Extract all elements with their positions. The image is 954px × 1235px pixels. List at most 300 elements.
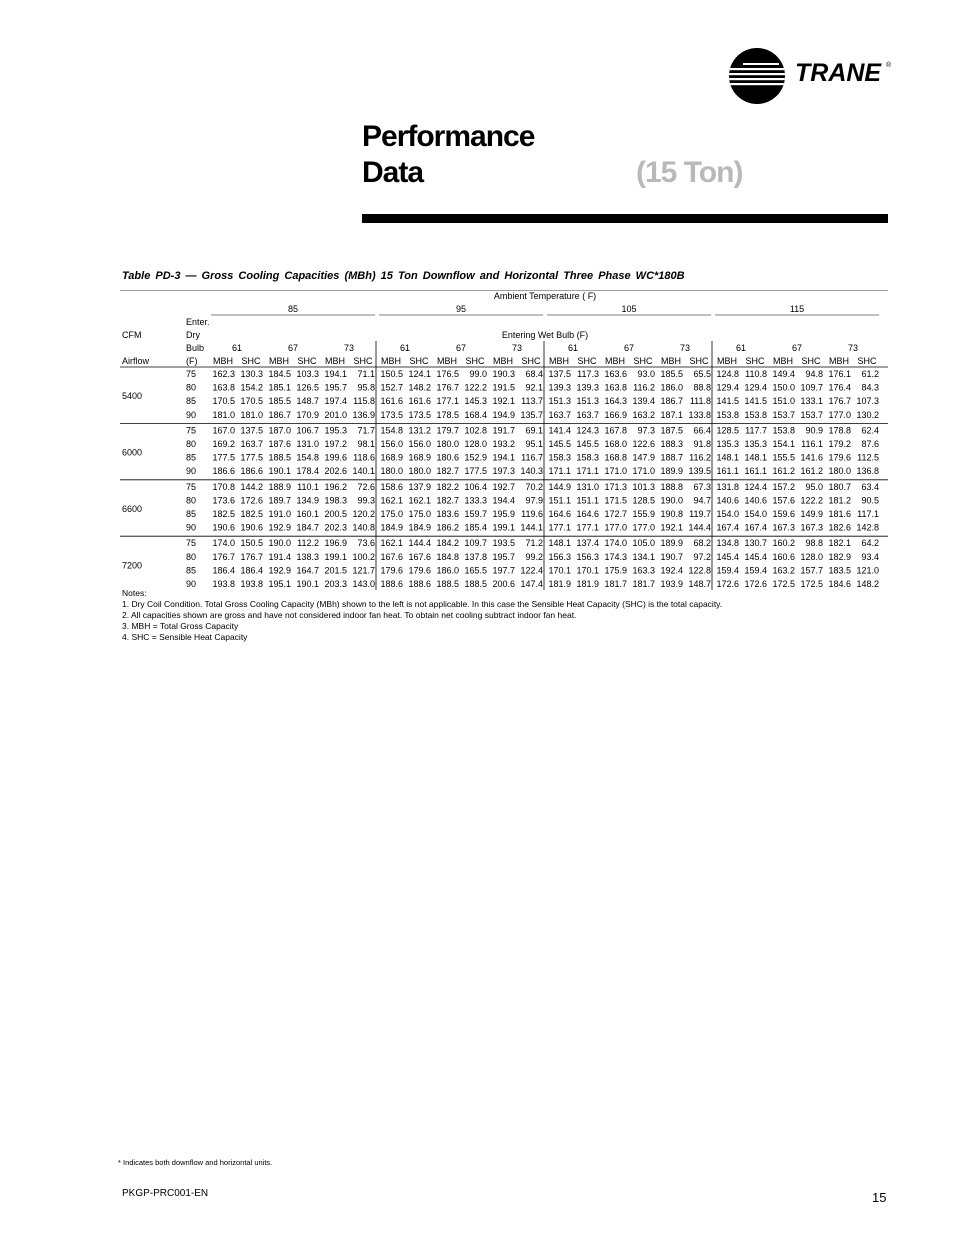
note-item: 4. SHC = Sensible Heat Capacity bbox=[122, 632, 248, 642]
wet-bulb-header: 67 bbox=[455, 343, 467, 353]
table-cell: 191.4 bbox=[268, 551, 291, 562]
table-cell: 189.7 bbox=[268, 495, 291, 506]
ambient-temp-header: 85 bbox=[287, 304, 299, 314]
table-cell: 177.5 bbox=[464, 466, 487, 477]
table-cell: 163.6 bbox=[604, 369, 627, 379]
table-cell: 177.5 bbox=[212, 452, 235, 463]
table-cell: 171.1 bbox=[548, 466, 571, 477]
table-cell: 172.6 bbox=[240, 495, 263, 506]
table-cell: 198.3 bbox=[324, 495, 347, 506]
table-cell: 163.8 bbox=[604, 382, 627, 393]
table-cell: 137.8 bbox=[464, 551, 487, 562]
table-cell: 153.7 bbox=[800, 409, 823, 420]
table-cell: 106.7 bbox=[296, 425, 319, 436]
wet-bulb-header: 67 bbox=[287, 343, 299, 353]
page-title-line2: Data bbox=[362, 156, 424, 189]
table-cell: 72.6 bbox=[357, 481, 375, 492]
table-cell: 168.4 bbox=[464, 409, 487, 420]
table-cell: 135.3 bbox=[716, 439, 739, 449]
dry-bulb-cell: 75 bbox=[186, 481, 197, 492]
dry-bulb-cell: 75 bbox=[186, 369, 197, 379]
table-cell: 184.8 bbox=[436, 551, 459, 562]
wet-bulb-header: 73 bbox=[847, 343, 859, 353]
table-cell: 171.5 bbox=[604, 495, 627, 506]
table-cell: 184.5 bbox=[268, 369, 291, 379]
table-cell: 149.4 bbox=[772, 369, 795, 379]
table-cell: 195.7 bbox=[492, 551, 515, 562]
table-cell: 194.1 bbox=[492, 452, 515, 463]
table-cell: 111.8 bbox=[689, 396, 711, 407]
table-cell: 152.7 bbox=[380, 382, 403, 393]
notes-heading: Notes: bbox=[122, 588, 147, 598]
unit-header-shc: SHC bbox=[409, 356, 429, 366]
unit-header-shc: SHC bbox=[689, 356, 709, 366]
table-cell: 128.0 bbox=[800, 551, 823, 562]
table-cell: 189.9 bbox=[660, 466, 683, 477]
table-cell: 182.1 bbox=[828, 538, 851, 549]
table-cell: 192.9 bbox=[268, 565, 291, 576]
table-cell: 175.0 bbox=[408, 509, 431, 519]
table-cell: 148.1 bbox=[716, 452, 739, 463]
table-cell: 190.6 bbox=[212, 522, 235, 533]
table-cell: 134.1 bbox=[632, 551, 655, 562]
wet-bulb-header: 61 bbox=[231, 343, 243, 353]
table-cell: 191.7 bbox=[492, 425, 515, 436]
table-cell: 186.0 bbox=[436, 565, 459, 576]
table-cell: 188.5 bbox=[436, 579, 459, 589]
table-cell: 140.6 bbox=[716, 495, 739, 506]
table-cell: 194.9 bbox=[492, 409, 515, 420]
table-cell: 186.0 bbox=[660, 382, 683, 393]
table-cell: 71.2 bbox=[525, 538, 543, 549]
table-cell: 195.1 bbox=[268, 579, 291, 589]
table-cell: 189.9 bbox=[660, 538, 683, 549]
table-cell: 141.5 bbox=[744, 396, 767, 407]
table-cell: 149.9 bbox=[800, 509, 823, 519]
table-cell: 93.4 bbox=[861, 551, 879, 562]
table-cell: 70.2 bbox=[525, 481, 543, 492]
table-cell: 180.0 bbox=[408, 466, 431, 477]
table-cell: 148.7 bbox=[688, 579, 711, 589]
wet-bulb-header: 67 bbox=[623, 343, 635, 353]
table-cell: 88.8 bbox=[693, 382, 711, 393]
dry-bulb-cell: 80 bbox=[186, 382, 197, 393]
table-cell: 195.7 bbox=[324, 382, 347, 393]
table-cell: 112.5 bbox=[857, 452, 879, 463]
table-cell: 193.8 bbox=[212, 579, 235, 589]
table-cell: 173.6 bbox=[212, 495, 235, 506]
table-cell: 99.0 bbox=[469, 369, 487, 379]
table-cell: 97.3 bbox=[637, 425, 655, 436]
table-cell: 153.8 bbox=[772, 425, 795, 436]
table-cell: 163.2 bbox=[772, 565, 795, 576]
table-cell: 190.3 bbox=[492, 369, 515, 379]
unit-header-mbh: MBH bbox=[269, 356, 289, 366]
table-cell: 176.7 bbox=[212, 551, 235, 562]
table-cell: 150.5 bbox=[380, 369, 403, 379]
table-cell: 184.7 bbox=[296, 522, 319, 533]
table-cell: 167.0 bbox=[212, 425, 235, 436]
cfm-value: 5400 bbox=[122, 391, 143, 402]
table-cell: 188.8 bbox=[660, 481, 683, 492]
table-cell: 183.6 bbox=[436, 509, 459, 519]
table-cell: 172.7 bbox=[604, 509, 627, 519]
table-cell: 177.0 bbox=[632, 522, 655, 533]
table-cell: 195.3 bbox=[324, 425, 347, 436]
table-cell: 170.5 bbox=[240, 396, 263, 407]
table-cell: 182.2 bbox=[436, 481, 459, 492]
table-cell: 188.6 bbox=[408, 579, 431, 589]
table-cell: 190.1 bbox=[296, 579, 319, 589]
table-cell: 181.9 bbox=[548, 579, 571, 589]
table-cell: 197.2 bbox=[324, 439, 347, 449]
table-cell: 139.3 bbox=[548, 382, 571, 393]
table-cell: 62.4 bbox=[861, 425, 879, 436]
table-cell: 134.8 bbox=[716, 538, 739, 549]
table-cell: 102.8 bbox=[464, 425, 487, 436]
table-cell: 157.2 bbox=[772, 481, 795, 492]
table-cell: 179.2 bbox=[828, 439, 851, 449]
table-cell: 175.0 bbox=[380, 509, 403, 519]
trane-logo bbox=[729, 48, 899, 104]
table-cell: 160.6 bbox=[772, 551, 795, 562]
table-cell: 193.9 bbox=[660, 579, 683, 589]
table-cell: 140.1 bbox=[352, 466, 375, 477]
unit-header-shc: SHC bbox=[353, 356, 373, 366]
table-cell: 150.0 bbox=[772, 382, 795, 393]
table-cell: 182.7 bbox=[436, 495, 459, 506]
table-cell: 131.8 bbox=[716, 481, 739, 492]
table-cell: 145.4 bbox=[716, 551, 739, 562]
table-cell: 187.5 bbox=[660, 425, 683, 436]
table-cell: 185.4 bbox=[464, 522, 487, 533]
table-cell: 115.8 bbox=[353, 396, 375, 407]
table-cell: 143.0 bbox=[352, 579, 375, 589]
table-cell: 140.6 bbox=[744, 495, 767, 506]
table-cell: 184.2 bbox=[436, 538, 459, 549]
table-cell: 61.2 bbox=[861, 369, 879, 379]
wet-bulb-header: 61 bbox=[567, 343, 579, 353]
dry-bulb-cell: 75 bbox=[186, 538, 197, 549]
table-cell: 154.0 bbox=[744, 509, 767, 519]
table-cell: 140.3 bbox=[520, 466, 543, 477]
wet-bulb-header: 73 bbox=[679, 343, 691, 353]
table-cell: 145.3 bbox=[464, 396, 487, 407]
wet-bulb-header: 73 bbox=[343, 343, 355, 353]
table-cell: 64.2 bbox=[861, 538, 879, 549]
table-cell: 65.5 bbox=[693, 369, 711, 379]
table-cell: 100.2 bbox=[352, 551, 375, 562]
table-cell: 139.3 bbox=[576, 382, 599, 393]
table-cell: 196.9 bbox=[324, 538, 347, 549]
table-cell: 177.5 bbox=[240, 452, 263, 463]
table-cell: 153.8 bbox=[744, 409, 767, 420]
table-cell: 158.3 bbox=[576, 452, 599, 463]
table-cell: 197.7 bbox=[492, 565, 515, 576]
unit-header-shc: SHC bbox=[577, 356, 597, 366]
table-cell: 150.5 bbox=[240, 538, 263, 549]
table-cell: 110.8 bbox=[745, 369, 767, 379]
table-cell: 124.4 bbox=[744, 481, 767, 492]
table-cell: 194.1 bbox=[324, 369, 347, 379]
table-cell: 73.6 bbox=[357, 538, 375, 549]
table-cell: 144.1 bbox=[520, 522, 543, 533]
dry-bulb-cell: 75 bbox=[186, 425, 197, 436]
table-cell: 202.3 bbox=[324, 522, 347, 533]
table-cell: 95.8 bbox=[357, 382, 375, 393]
table-cell: 162.1 bbox=[380, 538, 403, 549]
unit-header-mbh: MBH bbox=[213, 356, 233, 366]
table-cell: 183.5 bbox=[828, 565, 851, 576]
table-cell: 162.1 bbox=[408, 495, 431, 506]
table-cell: 141.4 bbox=[548, 425, 571, 436]
table-cell: 71.7 bbox=[357, 425, 375, 436]
unit-header-mbh: MBH bbox=[605, 356, 625, 366]
table-cell: 181.7 bbox=[604, 579, 627, 589]
table-cell: 182.6 bbox=[828, 522, 851, 533]
page-number: 15 bbox=[872, 1190, 887, 1205]
table-cell: 142.8 bbox=[856, 522, 879, 533]
table-cell: 167.4 bbox=[744, 522, 767, 533]
table-cell: 199.1 bbox=[324, 551, 347, 562]
table-cell: 166.9 bbox=[604, 409, 627, 420]
table-cell: 122.2 bbox=[464, 382, 487, 393]
table-cell: 161.6 bbox=[408, 396, 431, 407]
table-cell: 188.5 bbox=[464, 579, 487, 589]
footnote: * Indicates both downflow and horizontal units. bbox=[118, 1158, 273, 1167]
table-cell: 190.8 bbox=[660, 509, 683, 519]
wet-bulb-header: 61 bbox=[399, 343, 411, 353]
table-cell: 155.9 bbox=[632, 509, 655, 519]
table-cell: 128.5 bbox=[632, 495, 655, 506]
dry-bulb-label: Bulb bbox=[186, 343, 205, 353]
dry-bulb-label: Dry bbox=[186, 330, 200, 340]
unit-header-mbh: MBH bbox=[549, 356, 569, 366]
unit-header-shc: SHC bbox=[801, 356, 821, 366]
table-cell: 180.0 bbox=[828, 466, 851, 477]
table-cell: 159.6 bbox=[772, 509, 795, 519]
table-cell: 176.4 bbox=[828, 382, 851, 393]
table-cell: 170.1 bbox=[576, 565, 599, 576]
table-cell: 156.0 bbox=[380, 439, 403, 449]
table-cell: 175.9 bbox=[604, 565, 627, 576]
table-cell: 154.2 bbox=[240, 382, 263, 393]
table-cell: 172.5 bbox=[800, 579, 823, 589]
table-cell: 170.9 bbox=[296, 409, 319, 420]
table-cell: 180.0 bbox=[436, 439, 459, 449]
table-cell: 136.8 bbox=[856, 466, 879, 477]
table-cell: 130.7 bbox=[744, 538, 767, 549]
table-cell: 124.8 bbox=[716, 369, 739, 379]
table-cell: 161.2 bbox=[800, 466, 823, 477]
table-cell: 107.3 bbox=[856, 396, 879, 407]
table-cell: 197.3 bbox=[492, 466, 515, 477]
table-cell: 105.0 bbox=[632, 538, 655, 549]
cfm-value: 7200 bbox=[122, 560, 143, 571]
table-cell: 135.3 bbox=[744, 439, 767, 449]
table-cell: 185.5 bbox=[268, 396, 291, 407]
table-cell: 156.3 bbox=[576, 551, 599, 562]
table-cell: 92.1 bbox=[525, 382, 543, 393]
table-cell: 164.3 bbox=[604, 396, 627, 407]
table-cell: 193.5 bbox=[492, 538, 515, 549]
table-cell: 163.2 bbox=[632, 409, 655, 420]
table-cell: 145.5 bbox=[548, 439, 571, 449]
table-cell: 199.1 bbox=[492, 522, 515, 533]
wet-bulb-header: 67 bbox=[791, 343, 803, 353]
table-cell: 84.3 bbox=[861, 382, 879, 393]
table-cell: 110.1 bbox=[297, 481, 319, 492]
table-cell: 159.4 bbox=[744, 565, 767, 576]
table-cell: 121.0 bbox=[856, 565, 879, 576]
table-cell: 191.0 bbox=[268, 509, 291, 519]
table-cell: 186.2 bbox=[436, 522, 459, 533]
globe-icon bbox=[729, 48, 785, 104]
table-cell: 164.6 bbox=[548, 509, 571, 519]
dry-bulb-label: Enter. bbox=[186, 317, 210, 327]
table-cell: 196.2 bbox=[324, 481, 347, 492]
table-cell: 159.7 bbox=[464, 509, 487, 519]
table-cell: 168.9 bbox=[380, 452, 403, 463]
table-cell: 99.3 bbox=[357, 495, 375, 506]
table-cell: 167.6 bbox=[380, 551, 403, 562]
table-cell: 177.1 bbox=[548, 522, 571, 533]
note-item: 3. MBH = Total Gross Capacity bbox=[122, 621, 239, 631]
table-cell: 167.3 bbox=[800, 522, 823, 533]
table-cell: 167.6 bbox=[408, 551, 431, 562]
table-cell: 121.7 bbox=[352, 565, 375, 576]
table-cell: 162.1 bbox=[380, 495, 403, 506]
wet-bulb-header: 73 bbox=[511, 343, 523, 353]
table-cell: 137.5 bbox=[240, 425, 263, 436]
unit-header-mbh: MBH bbox=[829, 356, 849, 366]
table-cell: 116.7 bbox=[521, 452, 543, 463]
table-cell: 131.0 bbox=[576, 481, 599, 492]
table-cell: 129.4 bbox=[716, 382, 739, 393]
unit-header-shc: SHC bbox=[745, 356, 765, 366]
table-cell: 131.0 bbox=[296, 439, 319, 449]
unit-header-mbh: MBH bbox=[773, 356, 793, 366]
table-cell: 158.3 bbox=[548, 452, 571, 463]
unit-header-shc: SHC bbox=[521, 356, 541, 366]
table-cell: 63.4 bbox=[861, 481, 879, 492]
table-cell: 148.2 bbox=[408, 382, 431, 393]
table-cell: 186.4 bbox=[240, 565, 263, 576]
table-cell: 133.3 bbox=[464, 495, 487, 506]
table-cell: 161.1 bbox=[744, 466, 767, 477]
table-cell: 186.6 bbox=[240, 466, 263, 477]
table-cell: 154.1 bbox=[772, 439, 795, 449]
entering-wet-bulb-label: Entering Wet Bulb (F) bbox=[501, 330, 589, 340]
table-cell: 68.2 bbox=[693, 538, 711, 549]
dry-bulb-cell: 85 bbox=[186, 452, 197, 463]
table-cell: 164.7 bbox=[296, 565, 319, 576]
table-cell: 201.0 bbox=[324, 409, 347, 420]
table-cell: 160.2 bbox=[772, 538, 795, 549]
table-cell: 157.7 bbox=[800, 565, 823, 576]
table-cell: 155.5 bbox=[772, 452, 795, 463]
cfm-label: CFM bbox=[122, 330, 142, 340]
table-cell: 185.1 bbox=[268, 382, 291, 393]
table-cell: 147.4 bbox=[520, 579, 543, 589]
table-cell: 192.7 bbox=[492, 481, 515, 492]
table-cell: 116.2 bbox=[689, 452, 711, 463]
table-cell: 93.0 bbox=[637, 369, 655, 379]
table-cell: 120.2 bbox=[352, 509, 375, 519]
table-cell: 177.1 bbox=[576, 522, 599, 533]
table-cell: 133.1 bbox=[800, 396, 823, 407]
table-cell: 199.6 bbox=[324, 452, 347, 463]
unit-header-shc: SHC bbox=[465, 356, 485, 366]
table-cell: 172.6 bbox=[716, 579, 739, 589]
dry-bulb-cell: 80 bbox=[186, 495, 197, 506]
table-cell: 164.6 bbox=[576, 509, 599, 519]
table-cell: 190.0 bbox=[660, 495, 683, 506]
unit-header-mbh: MBH bbox=[661, 356, 681, 366]
table-cell: 134.9 bbox=[296, 495, 319, 506]
table-cell: 130.2 bbox=[856, 409, 879, 420]
table-cell: 109.7 bbox=[800, 382, 823, 393]
table-cell: 95.0 bbox=[805, 481, 823, 492]
table-cell: 119.6 bbox=[521, 509, 543, 519]
table-cell: 90.9 bbox=[805, 425, 823, 436]
table-cell: 194.4 bbox=[492, 495, 515, 506]
table-cell: 98.1 bbox=[357, 439, 375, 449]
table-cell: 152.9 bbox=[464, 452, 487, 463]
table-cell: 128.0 bbox=[464, 439, 487, 449]
table-cell: 119.7 bbox=[689, 509, 711, 519]
table-cell: 173.5 bbox=[408, 409, 431, 420]
table-cell: 173.5 bbox=[380, 409, 403, 420]
table-cell: 98.8 bbox=[805, 538, 823, 549]
table-cell: 190.6 bbox=[240, 522, 263, 533]
table-cell: 163.7 bbox=[240, 439, 263, 449]
table-cell: 188.7 bbox=[660, 452, 683, 463]
title-rule bbox=[362, 214, 888, 223]
table-cell: 170.8 bbox=[212, 481, 235, 492]
table-cell: 169.2 bbox=[212, 439, 235, 449]
note-item: 1. Dry Coil Condition. Total Gross Cooling Capacity (MBh) shown to the left is not applicable. In this case the Sensible Heat Capacity (SHC) is the total capacity. bbox=[122, 599, 723, 609]
table-caption: Table PD-3 — Gross Cooling Capacities (MBh) 15 Ton Downflow and Horizontal Three Phase WC*180B bbox=[122, 270, 685, 282]
table-cell: 200.6 bbox=[492, 579, 515, 589]
document-id: PKGP-PRC001-EN bbox=[122, 1188, 209, 1199]
table-cell: 161.2 bbox=[772, 466, 795, 477]
table-cell: 182.7 bbox=[436, 466, 459, 477]
table-cell: 153.7 bbox=[772, 409, 795, 420]
table-cell: 137.9 bbox=[408, 481, 431, 492]
table-cell: 161.6 bbox=[380, 396, 403, 407]
table-cell: 181.0 bbox=[240, 409, 263, 420]
table-cell: 136.9 bbox=[352, 409, 375, 420]
table-cell: 182.5 bbox=[212, 509, 235, 519]
table-cell: 139.5 bbox=[688, 466, 711, 477]
ambient-temp-header: 105 bbox=[621, 304, 637, 314]
table-cell: 137.5 bbox=[548, 369, 571, 379]
unit-header-shc: SHC bbox=[857, 356, 877, 366]
table-cell: 66.4 bbox=[693, 425, 711, 436]
table-cell: 184.9 bbox=[380, 522, 403, 533]
table-cell: 181.2 bbox=[828, 495, 851, 506]
table-cell: 167.4 bbox=[716, 522, 739, 533]
table-cell: 191.5 bbox=[492, 382, 515, 393]
table-cell: 181.6 bbox=[828, 509, 851, 519]
table-cell: 109.7 bbox=[464, 538, 487, 549]
unit-header-mbh: MBH bbox=[717, 356, 737, 366]
table-cell: 193.8 bbox=[240, 579, 263, 589]
table-cell: 176.7 bbox=[828, 396, 851, 407]
table-cell: 118.6 bbox=[353, 452, 375, 463]
dry-bulb-cell: 85 bbox=[186, 396, 197, 407]
